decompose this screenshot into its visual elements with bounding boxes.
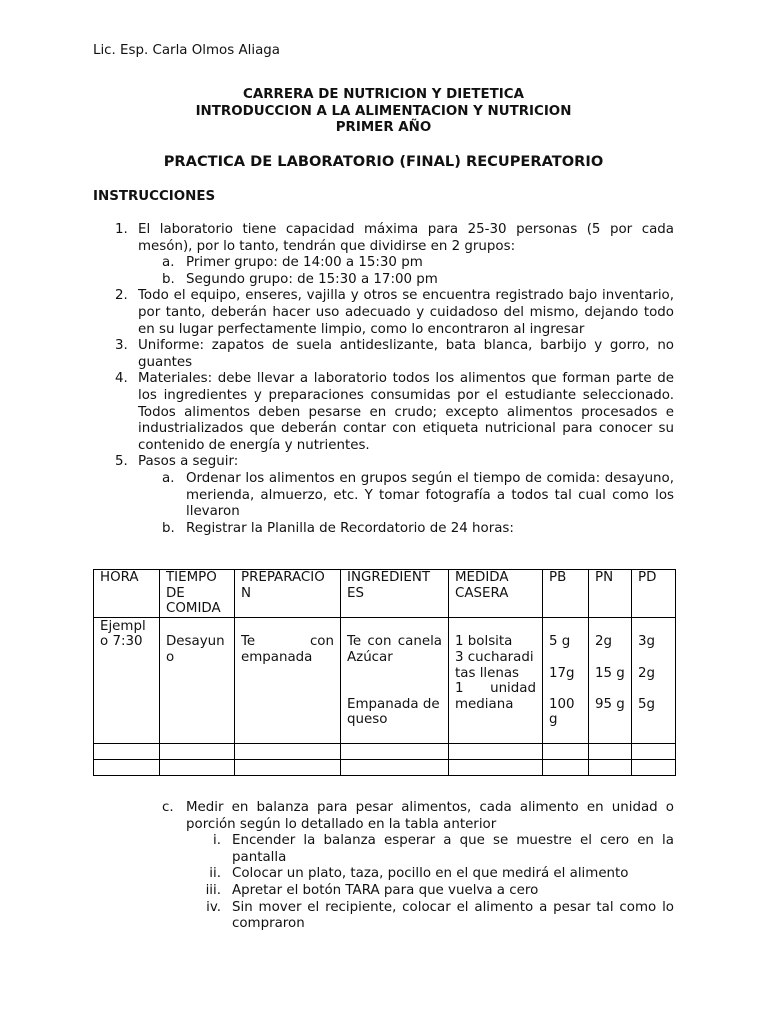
pn-value: 95 g xyxy=(595,696,625,712)
pd-value: 5g xyxy=(638,696,656,712)
instructions-list xyxy=(93,222,674,537)
table-row-empty xyxy=(94,743,676,759)
roman-list-item xyxy=(93,900,674,933)
header-line-career: CARRERA DE NUTRICION Y DIETETICA xyxy=(243,87,524,102)
roman-item-text: Encender la balanza esperar a que se muestre el cero en la pantalla xyxy=(232,833,674,865)
sub-list-item xyxy=(93,800,674,833)
sub-item-letter: b. xyxy=(162,271,175,287)
weighing-steps xyxy=(93,800,674,933)
table-header-row xyxy=(94,570,676,618)
sub-item-letter: a. xyxy=(162,255,175,271)
page-title: PRACTICA DE LABORATORIO (FINAL) RECUPERATORIO xyxy=(163,153,604,170)
measure-item: 1 unidad mediana xyxy=(455,681,536,712)
cell-medida xyxy=(449,617,543,743)
column-header: INGREDIENT ES xyxy=(341,570,449,618)
table-row-empty xyxy=(94,759,676,775)
item-text: Todo el equipo, enseres, vajilla y otros se encuentra registrado bajo inventario, por tanto, deberán hacer uso adecuado y cuidadoso del mismo, dejando todo en su lugar perfectamente limpio, como lo encontraron al ingresar xyxy=(138,288,674,337)
roman-item-text: Sin mover el recipiente, colocar el alimento a pesar tal como lo compraron xyxy=(232,899,674,932)
column-header: TIEMPO DE COMIDA xyxy=(160,570,235,618)
sub-list-item xyxy=(93,471,674,521)
column-header: MEDIDA CASERA xyxy=(449,570,543,618)
sub-item-letter: a. xyxy=(162,470,175,486)
author-name: Lic. Esp. Carla Olmos Aliaga xyxy=(93,43,280,58)
item-text: Materiales: debe llevar a laboratorio todos los alimentos que forman parte de los ingredientes y preparaciones consumidas por el estudiante seleccionado. Todos alimentos deben pesarse en crudo; excepto alimentos procesados e industrializados que deberán contar con etiqueta nutricional para conocer su contenido de energía y nutrientes. xyxy=(138,371,674,453)
pb-value: 5 g xyxy=(549,634,571,650)
cell-ingredientes xyxy=(341,617,449,743)
measure-item: 1 bolsita xyxy=(455,634,513,650)
roman-item-text: Colocar un plato, taza, pocillo en el que medirá el alimento xyxy=(232,866,629,882)
ingredient-item: Empanada de queso xyxy=(347,696,440,728)
pn-value: 15 g xyxy=(595,665,625,681)
roman-list-item xyxy=(93,866,674,883)
item-number: 5. xyxy=(115,454,128,470)
sub-item-text: Primer grupo: de 14:00 a 15:30 pm xyxy=(186,255,423,271)
sub-list-item xyxy=(93,255,674,272)
cell-text: Desayuno xyxy=(166,634,225,665)
pd-value: 2g xyxy=(638,665,656,681)
column-header: PREPARACIO N xyxy=(235,570,341,618)
cell-tiempo xyxy=(160,617,235,743)
instructions-heading: INSTRUCCIONES xyxy=(93,189,216,204)
pb-value: 100 g xyxy=(549,696,575,728)
list-item xyxy=(93,454,674,471)
sub-item-text: Segundo grupo: de 15:30 a 17:00 pm xyxy=(186,271,438,287)
roman-list-item xyxy=(93,883,674,900)
pn-value: 2g xyxy=(595,634,613,650)
cell-hora: Ejemplo 7:30 xyxy=(94,617,160,743)
column-header: PB xyxy=(543,570,589,618)
cell-preparacion xyxy=(235,617,341,743)
column-header: PD xyxy=(632,570,676,618)
item-text: Uniforme: zapatos de suela antideslizante, bata blanca, barbijo y gorro, no guantes xyxy=(138,338,674,370)
cell-pn xyxy=(589,617,632,743)
item-number: 2. xyxy=(115,288,128,304)
table-row xyxy=(94,617,676,743)
list-item xyxy=(93,338,674,371)
sub-list-item xyxy=(93,272,674,289)
cell-pb xyxy=(543,617,589,743)
sub-item-text: Registrar la Planilla de Recordatorio de 24 horas: xyxy=(186,520,514,536)
header-line-year: PRIMER AÑO xyxy=(335,120,432,136)
roman-list-item xyxy=(93,833,674,866)
roman-number: ii. xyxy=(209,866,221,882)
measure-item: 3 cucharaditas llenas xyxy=(455,649,534,681)
pd-value: 3g xyxy=(638,634,656,650)
ingredient-item: Te con canela xyxy=(347,634,442,650)
sub-item-text: Medir en balanza para pesar alimentos, cada alimento en unidad o porción según lo detallado en la tabla anterior xyxy=(186,800,674,832)
item-number: 3. xyxy=(115,338,128,354)
ingredient-item: Azúcar xyxy=(347,649,393,665)
list-item xyxy=(93,222,674,255)
item-number: 4. xyxy=(115,371,128,387)
list-item xyxy=(93,371,674,454)
sub-item-letter: c. xyxy=(162,800,174,815)
item-text: El laboratorio tiene capacidad máxima para 25-30 personas (5 por cada mesón), por lo tanto, tendrán que dividirse en 2 grupos: xyxy=(138,222,674,254)
course-header xyxy=(93,87,674,137)
header-line-subject: INTRODUCCION A LA ALIMENTACION Y NUTRICION xyxy=(195,103,572,119)
column-header: HORA xyxy=(94,570,160,618)
sub-list-item xyxy=(93,521,674,538)
cell-pd xyxy=(632,617,676,743)
pb-value: 17g xyxy=(549,665,575,681)
roman-number: iv. xyxy=(206,899,221,915)
recall-24h-table xyxy=(93,569,676,776)
roman-item-text: Apretar el botón TARA para que vuelva a cero xyxy=(232,882,539,898)
column-header: PN xyxy=(589,570,632,618)
sub-item-letter: b. xyxy=(162,520,175,536)
roman-number: iii. xyxy=(205,882,221,898)
roman-number: i. xyxy=(213,833,221,849)
list-item xyxy=(93,288,674,338)
item-number: 1. xyxy=(115,222,128,237)
item-text: Pasos a seguir: xyxy=(138,454,239,470)
sub-item-text: Ordenar los alimentos en grupos según el tiempo de comida: desayuno, merienda, almuerzo, etc. Y tomar fotografía a todos tal cual como los llevaron xyxy=(186,470,674,520)
cell-text: Te con empanada xyxy=(241,634,334,665)
